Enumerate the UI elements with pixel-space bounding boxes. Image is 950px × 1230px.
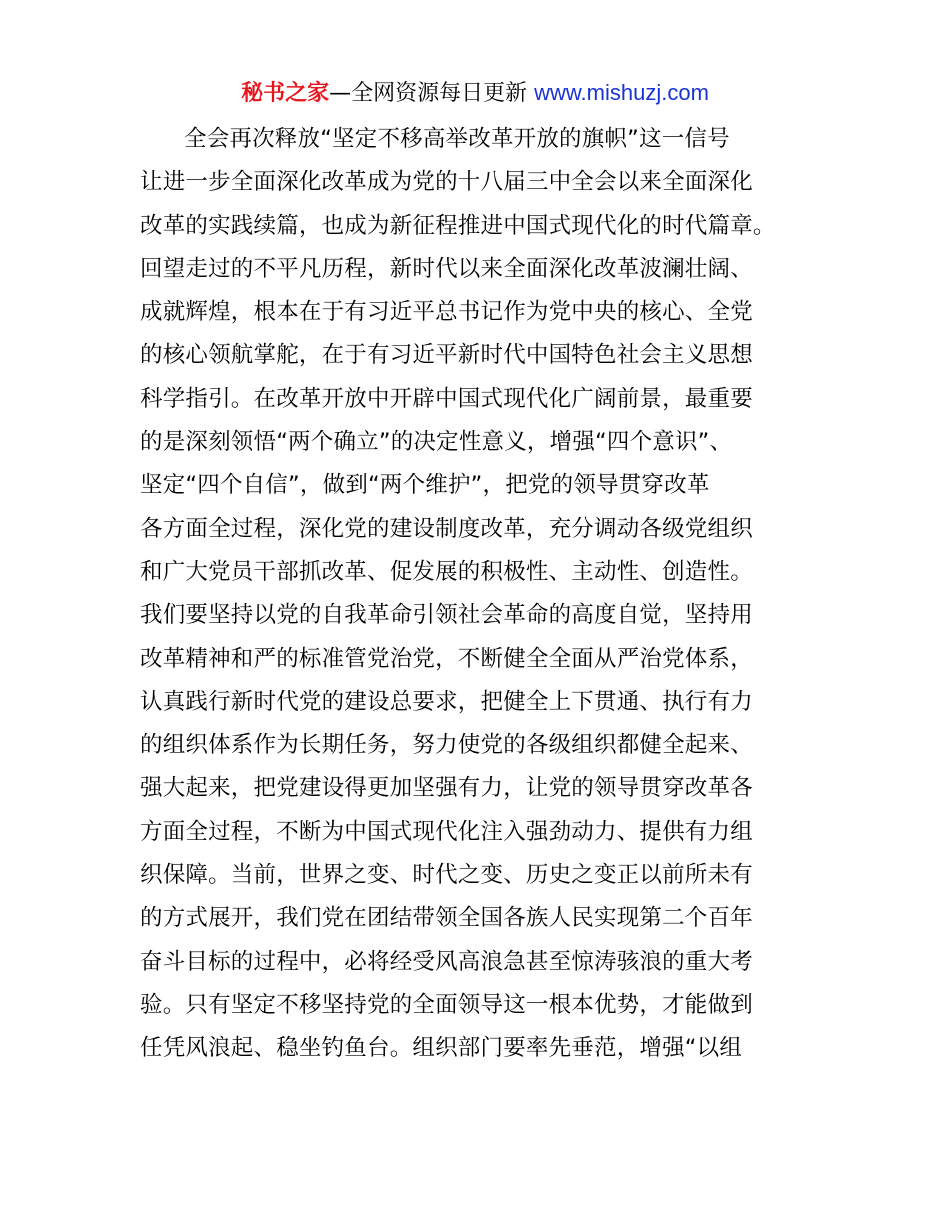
paragraph-line: 的组织体系作为长期任务，努力使党的各级组织都健全起来、 <box>140 732 753 759</box>
paragraph-line: 任凭风浪起、稳坐钓鱼台。组织部门要率先垂范，增强“以组 <box>140 1035 743 1062</box>
header-tagline: —全网资源每日更新 <box>329 81 528 106</box>
paragraph-line: 奋斗目标的过程中，必将经受风高浪急甚至惊涛骇浪的重大考 <box>140 948 753 975</box>
paragraph-line: 织保障。当前，世界之变、时代之变、历史之变正以前所未有 <box>140 862 753 889</box>
site-url-link[interactable]: www.mishuzj.com <box>534 80 709 105</box>
paragraph-line: 我们要坚持以党的自我革命引领社会革命的高度自觉，坚持用 <box>140 602 753 629</box>
paragraph-line: 的方式展开，我们党在团结带领全国各族人民实现第二个百年 <box>140 905 753 932</box>
paragraph-line: 改革精神和严的标准管党治党，不断健全全面从严治党体系， <box>140 645 753 672</box>
paragraph-line: 回望走过的不平凡历程，新时代以来全面深化改革波澜壮阔、 <box>140 255 753 282</box>
paragraph-line: 认真践行新时代党的建设总要求，把健全上下贯通、执行有力 <box>140 688 753 715</box>
paragraph-line: 的核心领航掌舵，在于有习近平新时代中国特色社会主义思想 <box>140 342 753 369</box>
paragraph-line: 验。只有坚定不移坚持党的全面领导这一根本优势，才能做到 <box>140 991 753 1018</box>
paragraph-line: 和广大党员干部抓改革、促发展的积极性、主动性、创造性。 <box>140 558 753 585</box>
paragraph-line: 的是深刻领悟“两个确立”的决定性意义，增强“四个意识”、 <box>140 429 733 456</box>
brand-name: 秘书之家 <box>241 81 330 106</box>
paragraph-line: 方面全过程，不断为中国式现代化注入强劲动力、提供有力组 <box>140 818 753 845</box>
paragraph-line: 科学指引。在改革开放中开辟中国式现代化广阔前景，最重要 <box>140 385 753 412</box>
paragraph-line: 各方面全过程，深化党的建设制度改革，充分调动各级党组织 <box>140 515 753 542</box>
paragraph-line: 全会再次释放“坚定不移高举改革开放的旗帜”这一信号 <box>184 126 730 152</box>
paragraph-line: 改革的实践续篇，也成为新征程推进中国式现代化的时代篇章。 <box>140 212 776 239</box>
paragraph-line: 让进一步全面深化改革成为党的十八届三中全会以来全面深化 <box>140 169 753 196</box>
paragraph-line: 强大起来，把党建设得更加坚强有力，让党的领导贯穿改革各 <box>140 775 753 802</box>
paragraph-line: 成就辉煌，根本在于有习近平总书记作为党中央的核心、全党 <box>140 299 753 326</box>
paragraph-line: 坚定“四个自信”，做到“两个维护”，把党的领导贯穿改革 <box>140 472 710 499</box>
document-body <box>140 118 814 1071</box>
site-header <box>0 78 950 109</box>
